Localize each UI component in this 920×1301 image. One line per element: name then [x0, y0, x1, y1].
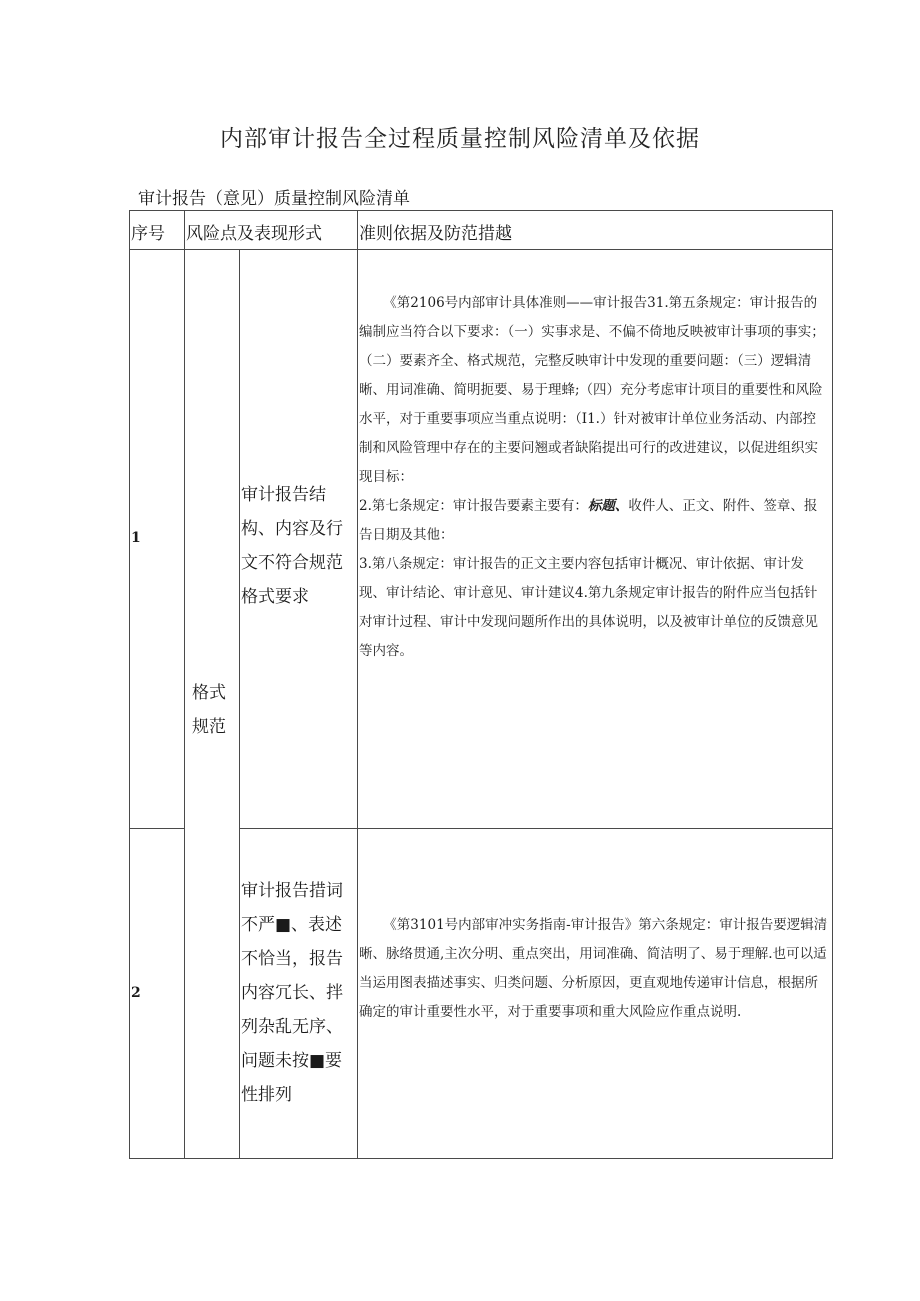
row-1-basis-para2-pre: 2.第七条规定：审计报告要素主要有：	[359, 498, 588, 514]
row-2-basis-para1: 《第3101号内部审冲实务指南-审计报告》第六条规定：审计报告要逻辑清晰、脉络贯通,主次分明、重点突出，用词准确、简洁明了、易于理解.也可以适当运用图表描述事实、归类问题、分析原因，更直观地传递审计信息，根据所确定的审计重要性水平，对于重要事项和重大风险应作重点说明.	[359, 917, 828, 1020]
category-label: 格式 规范	[192, 683, 226, 737]
document-title: 内部审计报告全过程质量控制风险清单及依据	[220, 126, 700, 152]
row-1-basis-para3: 3.第八条规定：审计报告的正文主要内容包括审计概况、审计依据、审计发现、审计结论、审计意见、审计建议4.第九条规定审计报告的附件应当包括针对审计过程、审计中发现问题所作出的具体说明，以及被审计单位的反馈意见等内容。	[359, 556, 818, 659]
header-seq: 序号	[131, 224, 165, 244]
row-1-basis-para1: 《第2106号内部审计具体准则——审计报告31.第五条规定：审计报告的编制应当符合以下要求：（一）实事求是、不偏不倚地反映被审计事项的事实；（二）要素齐全、格式规范，完整反映审计中发现的重要问题：（三）逻辑清晰、用词准确、简明扼要、易于理蜂;（四）充分考虑审计项目的重要性和风险水平，对于重要事项应当重点说明：（I1.）针对被审计单位业务活动、内部控制和风险管理中存在的主要问翘或者缺陷提出可行的改进建议，以促进组织实现目标：	[359, 295, 825, 485]
header-risk: 风险点及表现形式	[186, 224, 322, 244]
row-2-seq: 2	[131, 985, 141, 1001]
table-caption: 审计报告（意见）质量控制风险清单	[138, 189, 410, 209]
row-1-risk: 审计报告结构、内容及行文不符合规范格式要求	[241, 485, 343, 607]
row-1-basis-para2-em: 标题、	[587, 498, 629, 514]
row-1-seq: 1	[131, 530, 141, 546]
row-1-basis	[359, 289, 831, 666]
header-basis: 准则依据及防范措越	[359, 224, 512, 244]
row-1-basis-para2-post: 收件人、正文、附件、签章、报告日期及其他：	[359, 498, 818, 543]
row-1-basis-para2	[359, 492, 829, 550]
row-2-basis	[359, 911, 831, 1027]
row-2-risk: 审计报告措词不严■、表述不恰当，报告内容冗长、拌列杂乱无序、问题未按■要性排列	[241, 881, 343, 1105]
